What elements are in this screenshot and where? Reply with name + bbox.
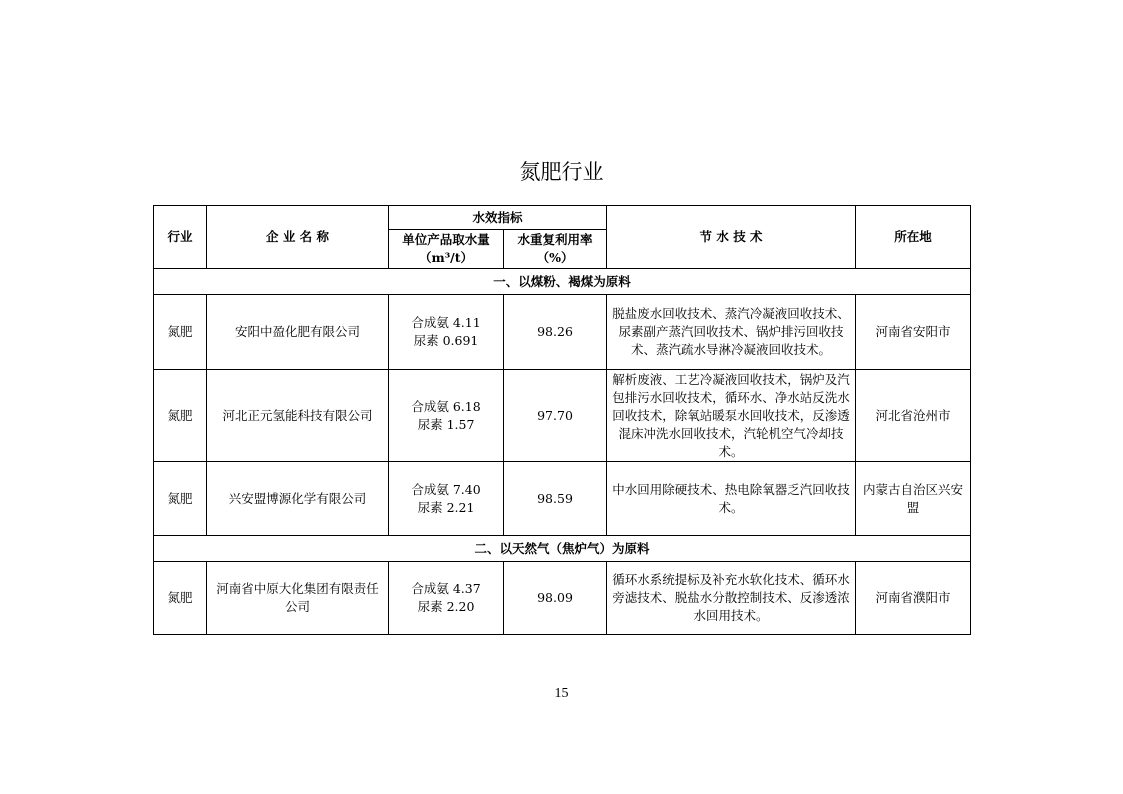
section-label: 一、以煤粉、褐煤为原料 bbox=[154, 269, 971, 295]
section-label: 二、以天然气（焦炉气）为原料 bbox=[154, 536, 971, 562]
cell-intake bbox=[389, 370, 504, 462]
intake-urea: 尿素 2.20 bbox=[417, 599, 475, 614]
cell-location: 河南省濮阳市 bbox=[856, 562, 971, 635]
cell-industry: 氮肥 bbox=[154, 370, 207, 462]
cell-reuse: 98.26 bbox=[504, 295, 607, 370]
intake-urea: 尿素 2.21 bbox=[417, 499, 475, 515]
header-reuse bbox=[504, 230, 607, 269]
header-industry: 行业 bbox=[154, 206, 207, 269]
cell-intake bbox=[389, 562, 504, 635]
header-reuse-unit: （%） bbox=[536, 250, 574, 265]
cell-location: 河南省安阳市 bbox=[856, 295, 971, 370]
table-row bbox=[154, 462, 971, 536]
cell-company: 河南省中原大化集团有限责任公司 bbox=[207, 562, 389, 635]
cell-industry: 氮肥 bbox=[154, 462, 207, 536]
cell-technology: 解析废液、工艺冷凝液回收技术，锅炉及汽包排污水回收技术，循环水、净水站反洗水回收技术，除氧站暖泵水回收技术，反渗透混床冲洗水回收技术，汽轮机空气冷却技术。 bbox=[607, 370, 856, 462]
water-efficiency-table bbox=[153, 205, 971, 635]
intake-ammonia: 合成氨 7.40 bbox=[411, 481, 481, 497]
cell-company: 安阳中盈化肥有限公司 bbox=[207, 295, 389, 370]
header-location: 所在地 bbox=[856, 206, 971, 269]
cell-company: 河北正元氢能科技有限公司 bbox=[207, 370, 389, 462]
page-number: 15 bbox=[554, 686, 569, 701]
page-title: 氮肥行业 bbox=[519, 160, 604, 184]
cell-industry: 氮肥 bbox=[154, 562, 207, 635]
cell-technology: 脱盐废水回收技术、蒸汽冷凝液回收技术、尿素副产蒸汽回收技术、锅炉排污回收技术、蒸汽疏水导淋冷凝液回收技术。 bbox=[607, 295, 856, 370]
header-intake-label: 单位产品取水量 bbox=[402, 232, 490, 247]
cell-location: 内蒙古自治区兴安盟 bbox=[856, 462, 971, 536]
cell-reuse: 98.09 bbox=[504, 562, 607, 635]
header-company: 企 业 名 称 bbox=[207, 206, 389, 269]
cell-reuse: 98.59 bbox=[504, 462, 607, 536]
intake-urea: 尿素 0.691 bbox=[413, 333, 479, 348]
cell-intake bbox=[389, 295, 504, 370]
intake-ammonia: 合成氨 6.18 bbox=[411, 398, 481, 414]
header-reuse-label: 水重复利用率 bbox=[517, 232, 593, 247]
intake-ammonia: 合成氨 4.37 bbox=[411, 581, 481, 596]
cell-reuse: 97.70 bbox=[504, 370, 607, 462]
intake-ammonia: 合成氨 4.11 bbox=[411, 315, 481, 330]
header-technology: 节 水 技 术 bbox=[607, 206, 856, 269]
cell-location: 河北省沧州市 bbox=[856, 370, 971, 462]
table-row bbox=[154, 562, 971, 635]
cell-intake bbox=[389, 462, 504, 536]
header-water-index: 水效指标 bbox=[389, 206, 607, 230]
header-intake bbox=[389, 230, 504, 269]
intake-urea: 尿素 1.57 bbox=[417, 416, 475, 432]
cell-company: 兴安盟博源化学有限公司 bbox=[207, 462, 389, 536]
cell-technology: 中水回用除硬技术、热电除氧器乏汽回收技术。 bbox=[607, 462, 856, 536]
table-row bbox=[154, 295, 971, 370]
cell-industry: 氮肥 bbox=[154, 295, 207, 370]
cell-technology: 循环水系统提标及补充水软化技术、循环水旁滤技术、脱盐水分散控制技术、反渗透浓水回用技术。 bbox=[607, 562, 856, 635]
header-intake-unit: （m³/t） bbox=[418, 250, 474, 265]
table-row bbox=[154, 370, 971, 462]
